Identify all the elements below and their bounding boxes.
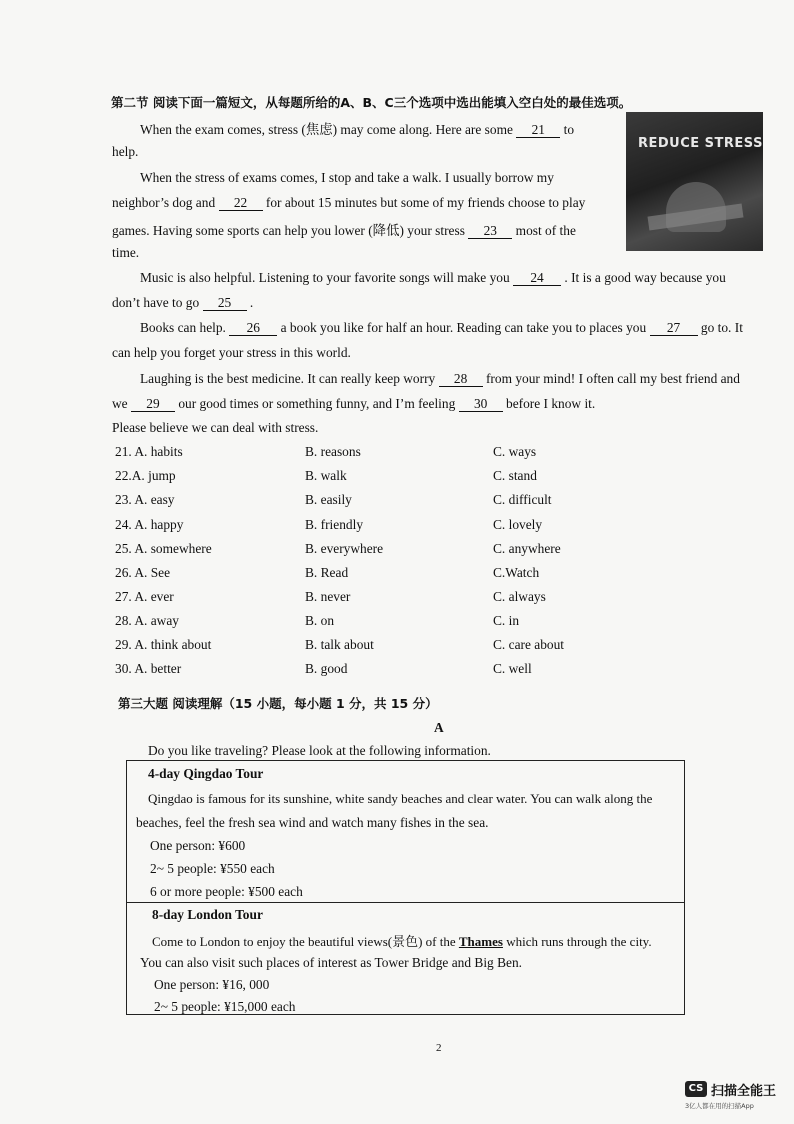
text: Music is also helpful. Listening to your favorite songs will make you — [140, 270, 510, 285]
option-25-a: 25. A. somewhere — [115, 541, 212, 556]
reduce-stress-image — [626, 112, 763, 251]
text: When the exam comes, stress (焦虑) may come along. Here are some — [140, 122, 513, 137]
part3-letter: A — [434, 720, 444, 735]
option-23-b: B. easily — [305, 492, 352, 507]
option-28-b: B. on — [305, 613, 335, 628]
camscanner-logo-icon: CS — [685, 1081, 707, 1097]
text: games. Having some sports can help you lower (降低) your stress — [112, 223, 465, 238]
option-22-a: 22.A. jump — [115, 468, 176, 483]
text: most of the — [515, 223, 576, 238]
scanner-tagline: 3亿人都在用的扫描App — [685, 1102, 754, 1110]
text: Come to London to enjoy the beautiful views(景色) of the — [152, 934, 456, 949]
part3-header: 第三大题 阅读理解（15 小题，每小题 1 分，共 15 分） — [118, 696, 438, 711]
option-21-b: B. reasons — [305, 444, 361, 459]
blank-28: 28 — [439, 372, 483, 387]
tour2-price2: 2~ 5 people: ¥15,000 each — [154, 999, 296, 1014]
option-23-a: 23. A. easy — [115, 492, 175, 507]
blank-25: 25 — [203, 296, 247, 311]
option-28-a: 28. A. away — [115, 613, 179, 628]
text: go to. It — [700, 320, 743, 335]
option-30-a: 30. A. better — [115, 661, 182, 676]
part3-intro: Do you like traveling? Please look at the following information. — [148, 743, 491, 758]
text: before I know it. — [506, 396, 596, 411]
text: from your mind! I often call my best friend and — [485, 371, 740, 386]
blank-27: 27 — [650, 321, 698, 336]
option-27-c: C. always — [493, 589, 546, 604]
option-27-a: 27. A. ever — [115, 589, 174, 604]
option-26-b: B. Read — [305, 565, 349, 580]
tour1-price2: 2~ 5 people: ¥550 each — [150, 861, 275, 876]
text: neighbor’s dog and — [112, 195, 216, 210]
tour1-price3: 6 or more people: ¥500 each — [150, 884, 303, 899]
blank-22: 22 — [219, 196, 263, 211]
tour2-line1 — [152, 931, 652, 950]
option-29-a: 29. A. think about — [115, 637, 212, 652]
blank-26: 26 — [229, 321, 277, 336]
tour2-title: 8-day London Tour — [152, 907, 263, 922]
text: our good times or something funny, and I’m feeling — [178, 396, 456, 411]
text: . It is a good way because you — [564, 270, 726, 285]
option-22-b: B. walk — [305, 468, 347, 483]
tour1-line1: Qingdao is famous for its sunshine, white sandy beaches and clear water. You can walk along the — [148, 791, 653, 806]
text: for about 15 minutes but some of my friends choose to play — [265, 195, 586, 210]
section-header: 第二节 阅读下面一篇短文，从每题所给的A、B、C三个选项中选出能填入空白处的最佳选项。 — [111, 95, 632, 110]
passage-line — [112, 195, 585, 211]
blank-23: 23 — [468, 224, 512, 239]
text: don’t have to go — [112, 295, 200, 310]
passage-line — [140, 119, 574, 138]
passage-line: help. — [112, 144, 139, 159]
text: a book you like for half an hour. Reading can take you to places you — [280, 320, 647, 335]
option-25-c: C. anywhere — [493, 541, 561, 556]
page-number: 2 — [436, 1042, 442, 1054]
option-30-b: B. good — [305, 661, 348, 676]
text: we — [112, 396, 128, 411]
passage-line: can help you forget your stress in this world. — [112, 345, 351, 360]
tour1-line2: beaches, feel the fresh sea wind and watch many fishes in the sea. — [136, 815, 489, 830]
tour2-line2: You can also visit such places of interest as Tower Bridge and Big Ben. — [140, 955, 522, 970]
option-30-c: C. well — [493, 661, 532, 676]
passage-line — [112, 396, 595, 412]
blank-29: 29 — [131, 397, 175, 412]
option-21-a: 21. A. habits — [115, 444, 183, 459]
passage-line — [140, 270, 726, 286]
option-28-c: C. in — [493, 613, 520, 628]
passage-line: Please believe we can deal with stress. — [112, 420, 319, 435]
passage-line — [140, 371, 740, 387]
tour2-price1: One person: ¥16, 000 — [154, 977, 270, 992]
option-24-a: 24. A. happy — [115, 517, 184, 532]
blank-30: 30 — [459, 397, 503, 412]
text: Books can help. — [140, 320, 226, 335]
scanner-name: 扫描全能王 — [711, 1084, 777, 1099]
thames-word: Thames — [458, 934, 503, 949]
text: Laughing is the best medicine. It can really keep worry — [140, 371, 436, 386]
image-caption: REDUCE STRESS — [638, 136, 763, 151]
option-21-c: C. ways — [493, 444, 537, 459]
option-26-a: 26. A. See — [115, 565, 171, 580]
option-23-c: C. difficult — [493, 492, 552, 507]
text: to — [563, 122, 575, 137]
passage-line — [140, 320, 743, 336]
tour1-title: 4-day Qingdao Tour — [148, 766, 264, 781]
text: . — [249, 295, 254, 310]
passage-line — [112, 295, 253, 311]
blank-21: 21 — [516, 123, 560, 138]
passage-line: When the stress of exams comes, I stop and take a walk. I usually borrow my — [140, 170, 554, 185]
passage-line: time. — [112, 245, 140, 260]
option-24-b: B. friendly — [305, 517, 364, 532]
option-29-b: B. talk about — [305, 637, 374, 652]
blank-24: 24 — [513, 271, 561, 286]
option-25-b: B. everywhere — [305, 541, 384, 556]
option-24-c: C. lovely — [493, 517, 543, 532]
tour1-price1: One person: ¥600 — [150, 838, 246, 853]
passage-line — [112, 220, 576, 239]
option-26-c: C.Watch — [493, 565, 540, 580]
option-22-c: C. stand — [493, 468, 537, 483]
option-27-b: B. never — [305, 589, 351, 604]
option-29-c: C. care about — [493, 637, 565, 652]
text: which runs through the city. — [506, 934, 652, 949]
